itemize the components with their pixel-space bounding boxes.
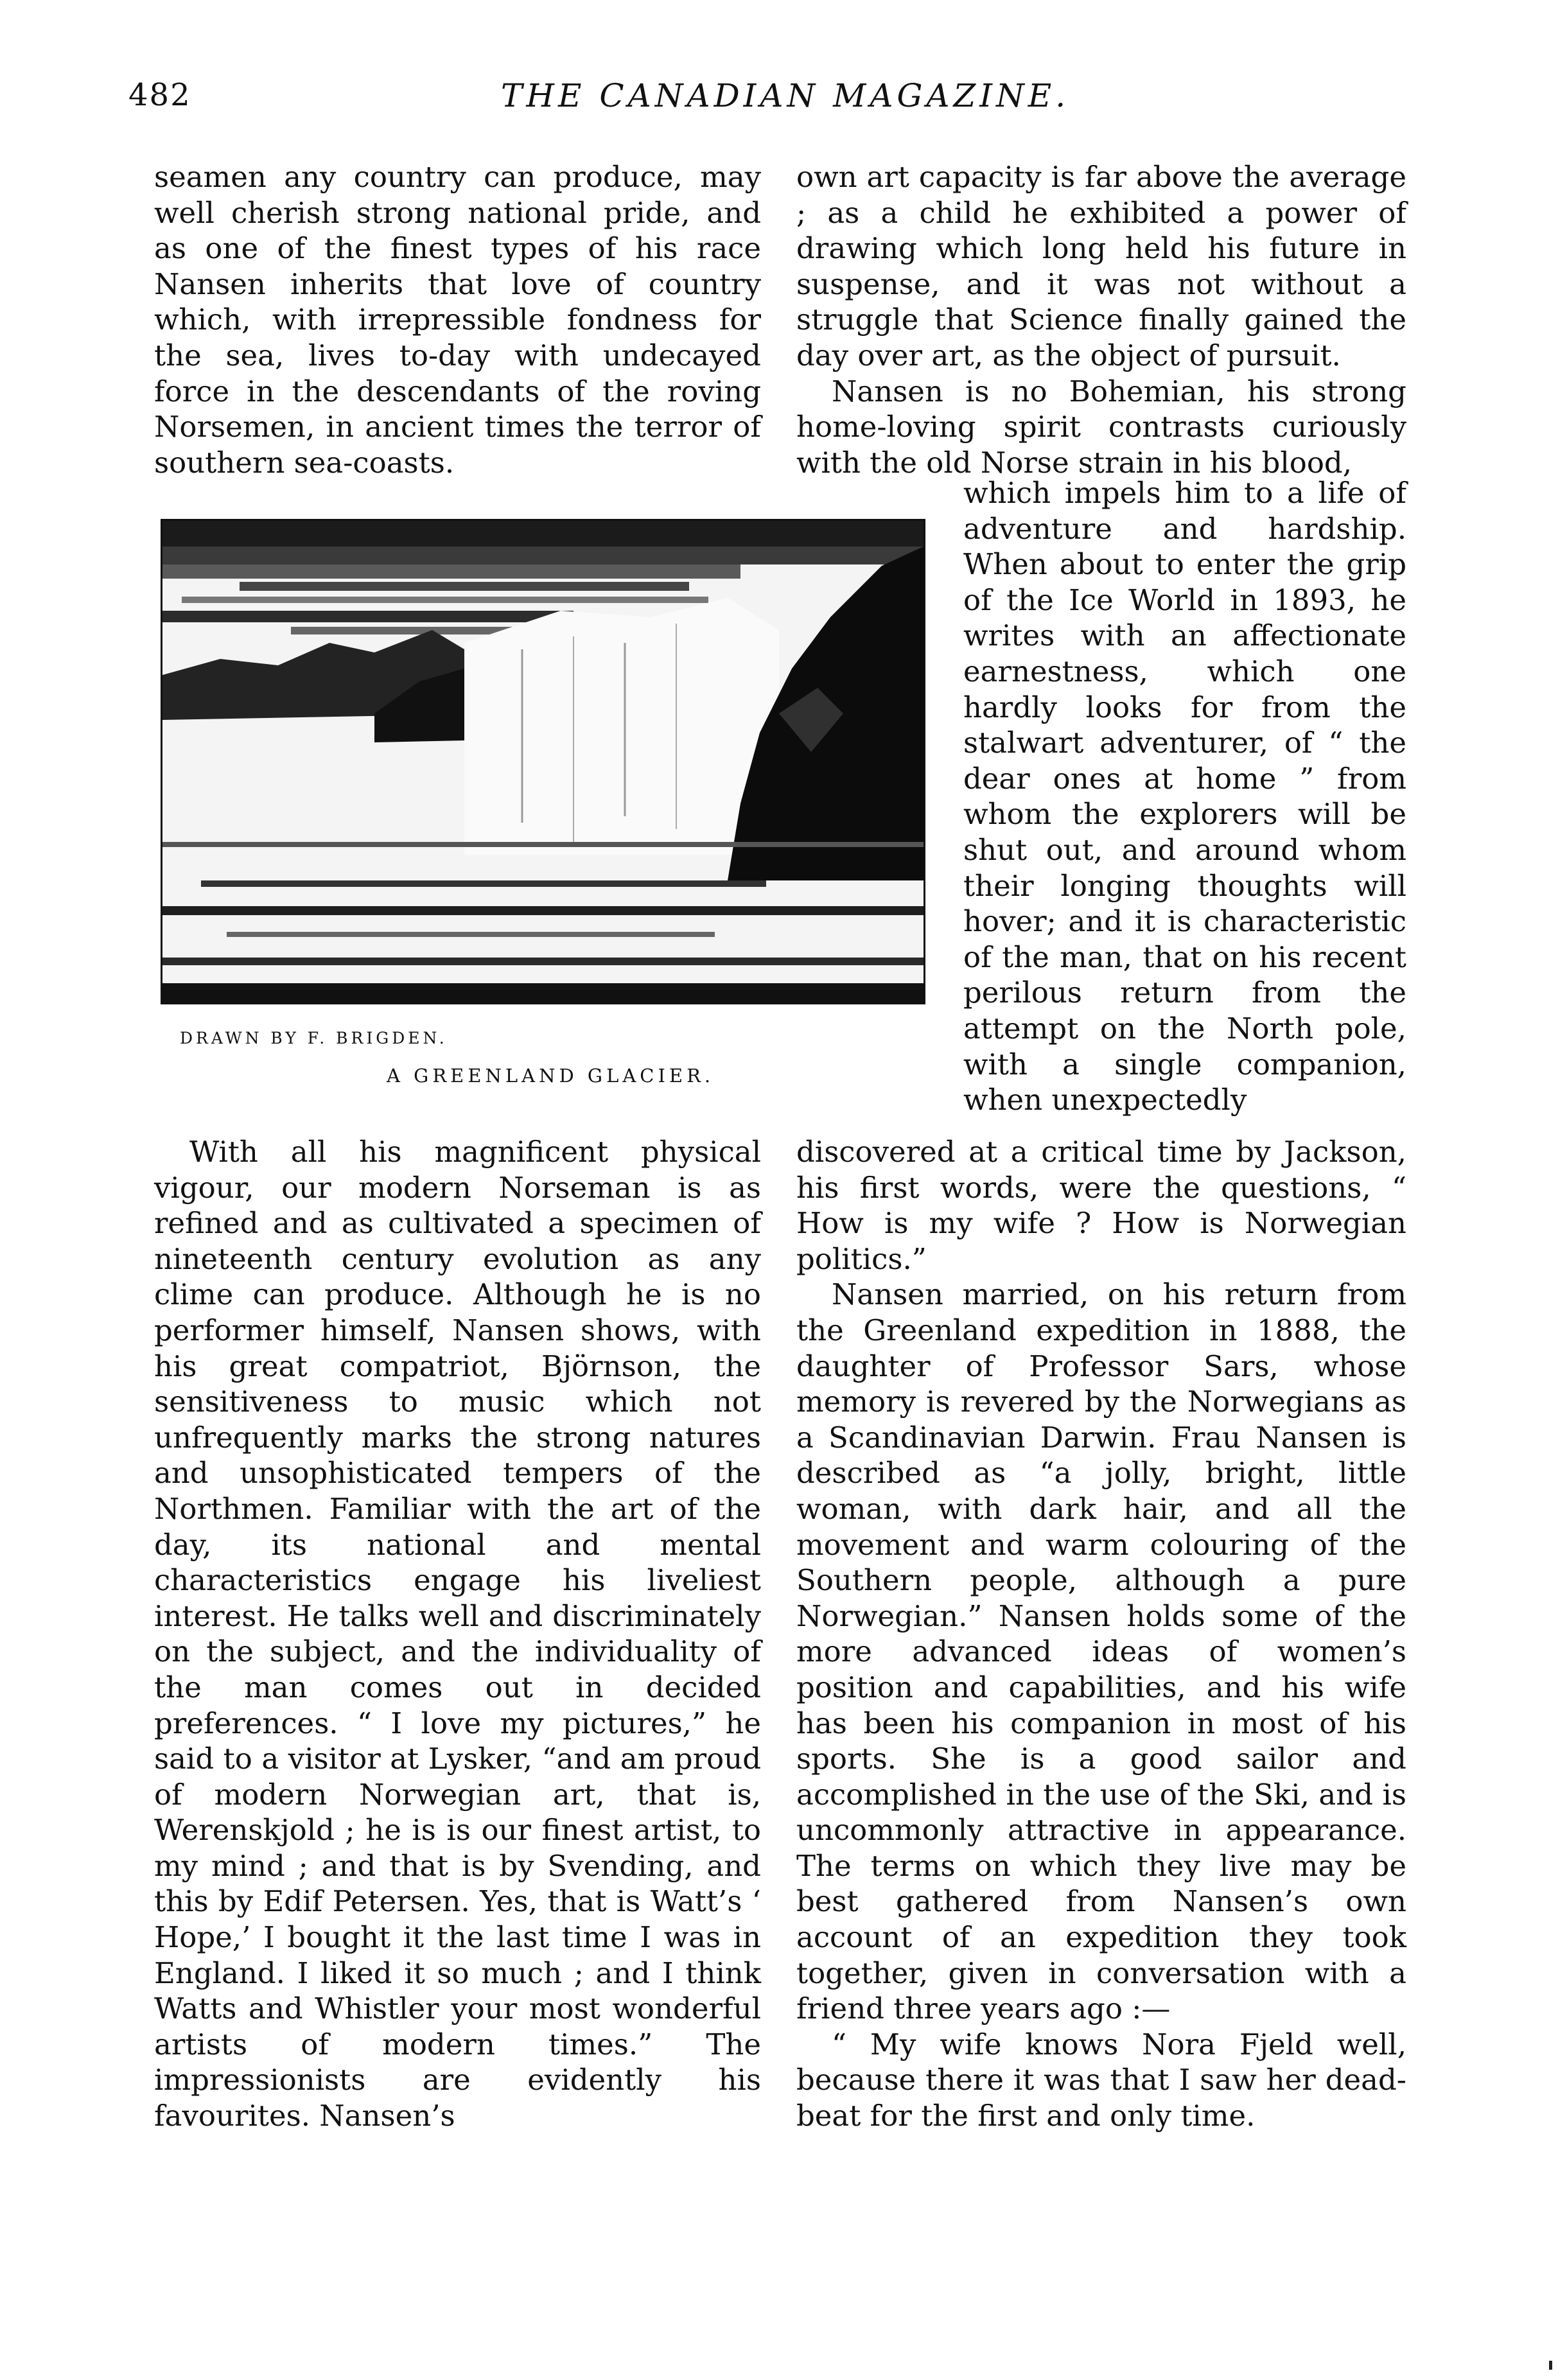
right-paragraph-2-wrap: which impels him to a life of adventure and hardship. When about to enter the grip of the Ice World in 1893, he writes with an affectionate earnestness, which one hardly looks for from the stalwart adventurer, of “ the dear ones at home ” from whom the explorers will be shut out, and around whom their longing thoughts will hover; and it is characteristic of the man, that on his recent perilous return from the attempt on the North pole, with a single companion, when unexpectedly	[963, 476, 1406, 1117]
glacier-drawing	[162, 521, 924, 1002]
page-number: 482	[128, 77, 191, 113]
right-paragraph-3: Nansen married, on his return from the Greenland expedition in 1888, the daughter of Professor Sars, whose memory is revered by the Norwegians as a Scandinavian Darwin. Frau Nansen is described as “a jolly, bright, little woman, with dark hair, and all the movement and warm colouring of the Southern people, although a pure Norwegian.” Nansen holds some of the more advanced ideas of women’s position and capabilities, and his wife has been his companion in most of his sports. She is a good sailor and accomplished in the use of the Ski, and is uncommonly attractive in appearance. The terms on which they live may be best gathered from Nansen’s own account of an expedition they took together, given in conversation with a friend three years ago :—	[796, 1277, 1406, 2026]
right-column-top	[796, 159, 1406, 480]
left-column-bottom	[154, 1134, 761, 2134]
right-paragraph-2-end: discovered at a critical time by Jackson, his first words, were the questions, “ How is my wife ? How is Norwegian politics.”	[796, 1135, 1406, 1276]
page-header	[0, 77, 1567, 135]
glacier-illustration	[161, 519, 925, 1004]
running-title: THE CANADIAN MAGAZINE.	[501, 77, 1070, 114]
right-column-bottom	[796, 1134, 1406, 2134]
right-paragraph-2-start: Nansen is no Bohemian, his strong home-loving spirit contrasts curiously with the old Norse strain in his blood,	[796, 374, 1406, 480]
illustration-credit: DRAWN BY F. BRIGDEN.	[180, 1029, 448, 1047]
right-paragraph-1: own art capacity is far above the average ; as a child he exhibited a power of drawing which long held his future in suspense, and it was not without a struggle that Science finally gained the day over art, as the object of pursuit.	[796, 160, 1406, 372]
left-paragraph-1: seamen any country can produce, may well cherish strong national pride, and as one of the finest types of his race Nansen inherits that love of country which, with irrepressible fondness for the sea, lives to-day with undecayed force in the descendants of the roving Norsemen, in ancient times the terror of southern sea-coasts.	[154, 160, 761, 480]
left-column-top	[154, 159, 761, 480]
illustration-caption: A GREENLAND GLACIER.	[387, 1065, 715, 1087]
scan-mark	[1549, 2361, 1552, 2370]
right-paragraph-4: “ My wife knows Nora Fjeld well, because there it was that I saw her dead-beat for the first and only time.	[796, 2027, 1406, 2133]
left-paragraph-2: With all his magnificent physical vigour, our modern Norseman is as refined and as cultivated a specimen of nineteenth century evolution as any clime can produce. Although he is no performer himself, Nansen shows, with his great compatriot, Björnson, the sensitiveness to music which not unfrequently marks the strong natures and unsophisticated tempers of the Northmen. Familiar with the art of the day, its national and mental characteristics engage his liveliest interest. He talks well and discriminately on the subject, and the individuality of the man comes out in decided preferences. “ I love my pictures,” he said to a visitor at Lysker, “and am proud of modern Norwegian art, that is, Werenskjold ; he is is our finest artist, to my mind ; and that is by Svending, and this by Edif Petersen. Yes, that is Watt’s ‘ Hope,’ I bought it the last time I was in England. I liked it so much ; and I think Watts and Whistler your most wonderful artists of modern times.” The impressionists are evidently his favourites. Nansen’s	[154, 1135, 761, 2133]
right-column-wrap	[963, 475, 1406, 1118]
